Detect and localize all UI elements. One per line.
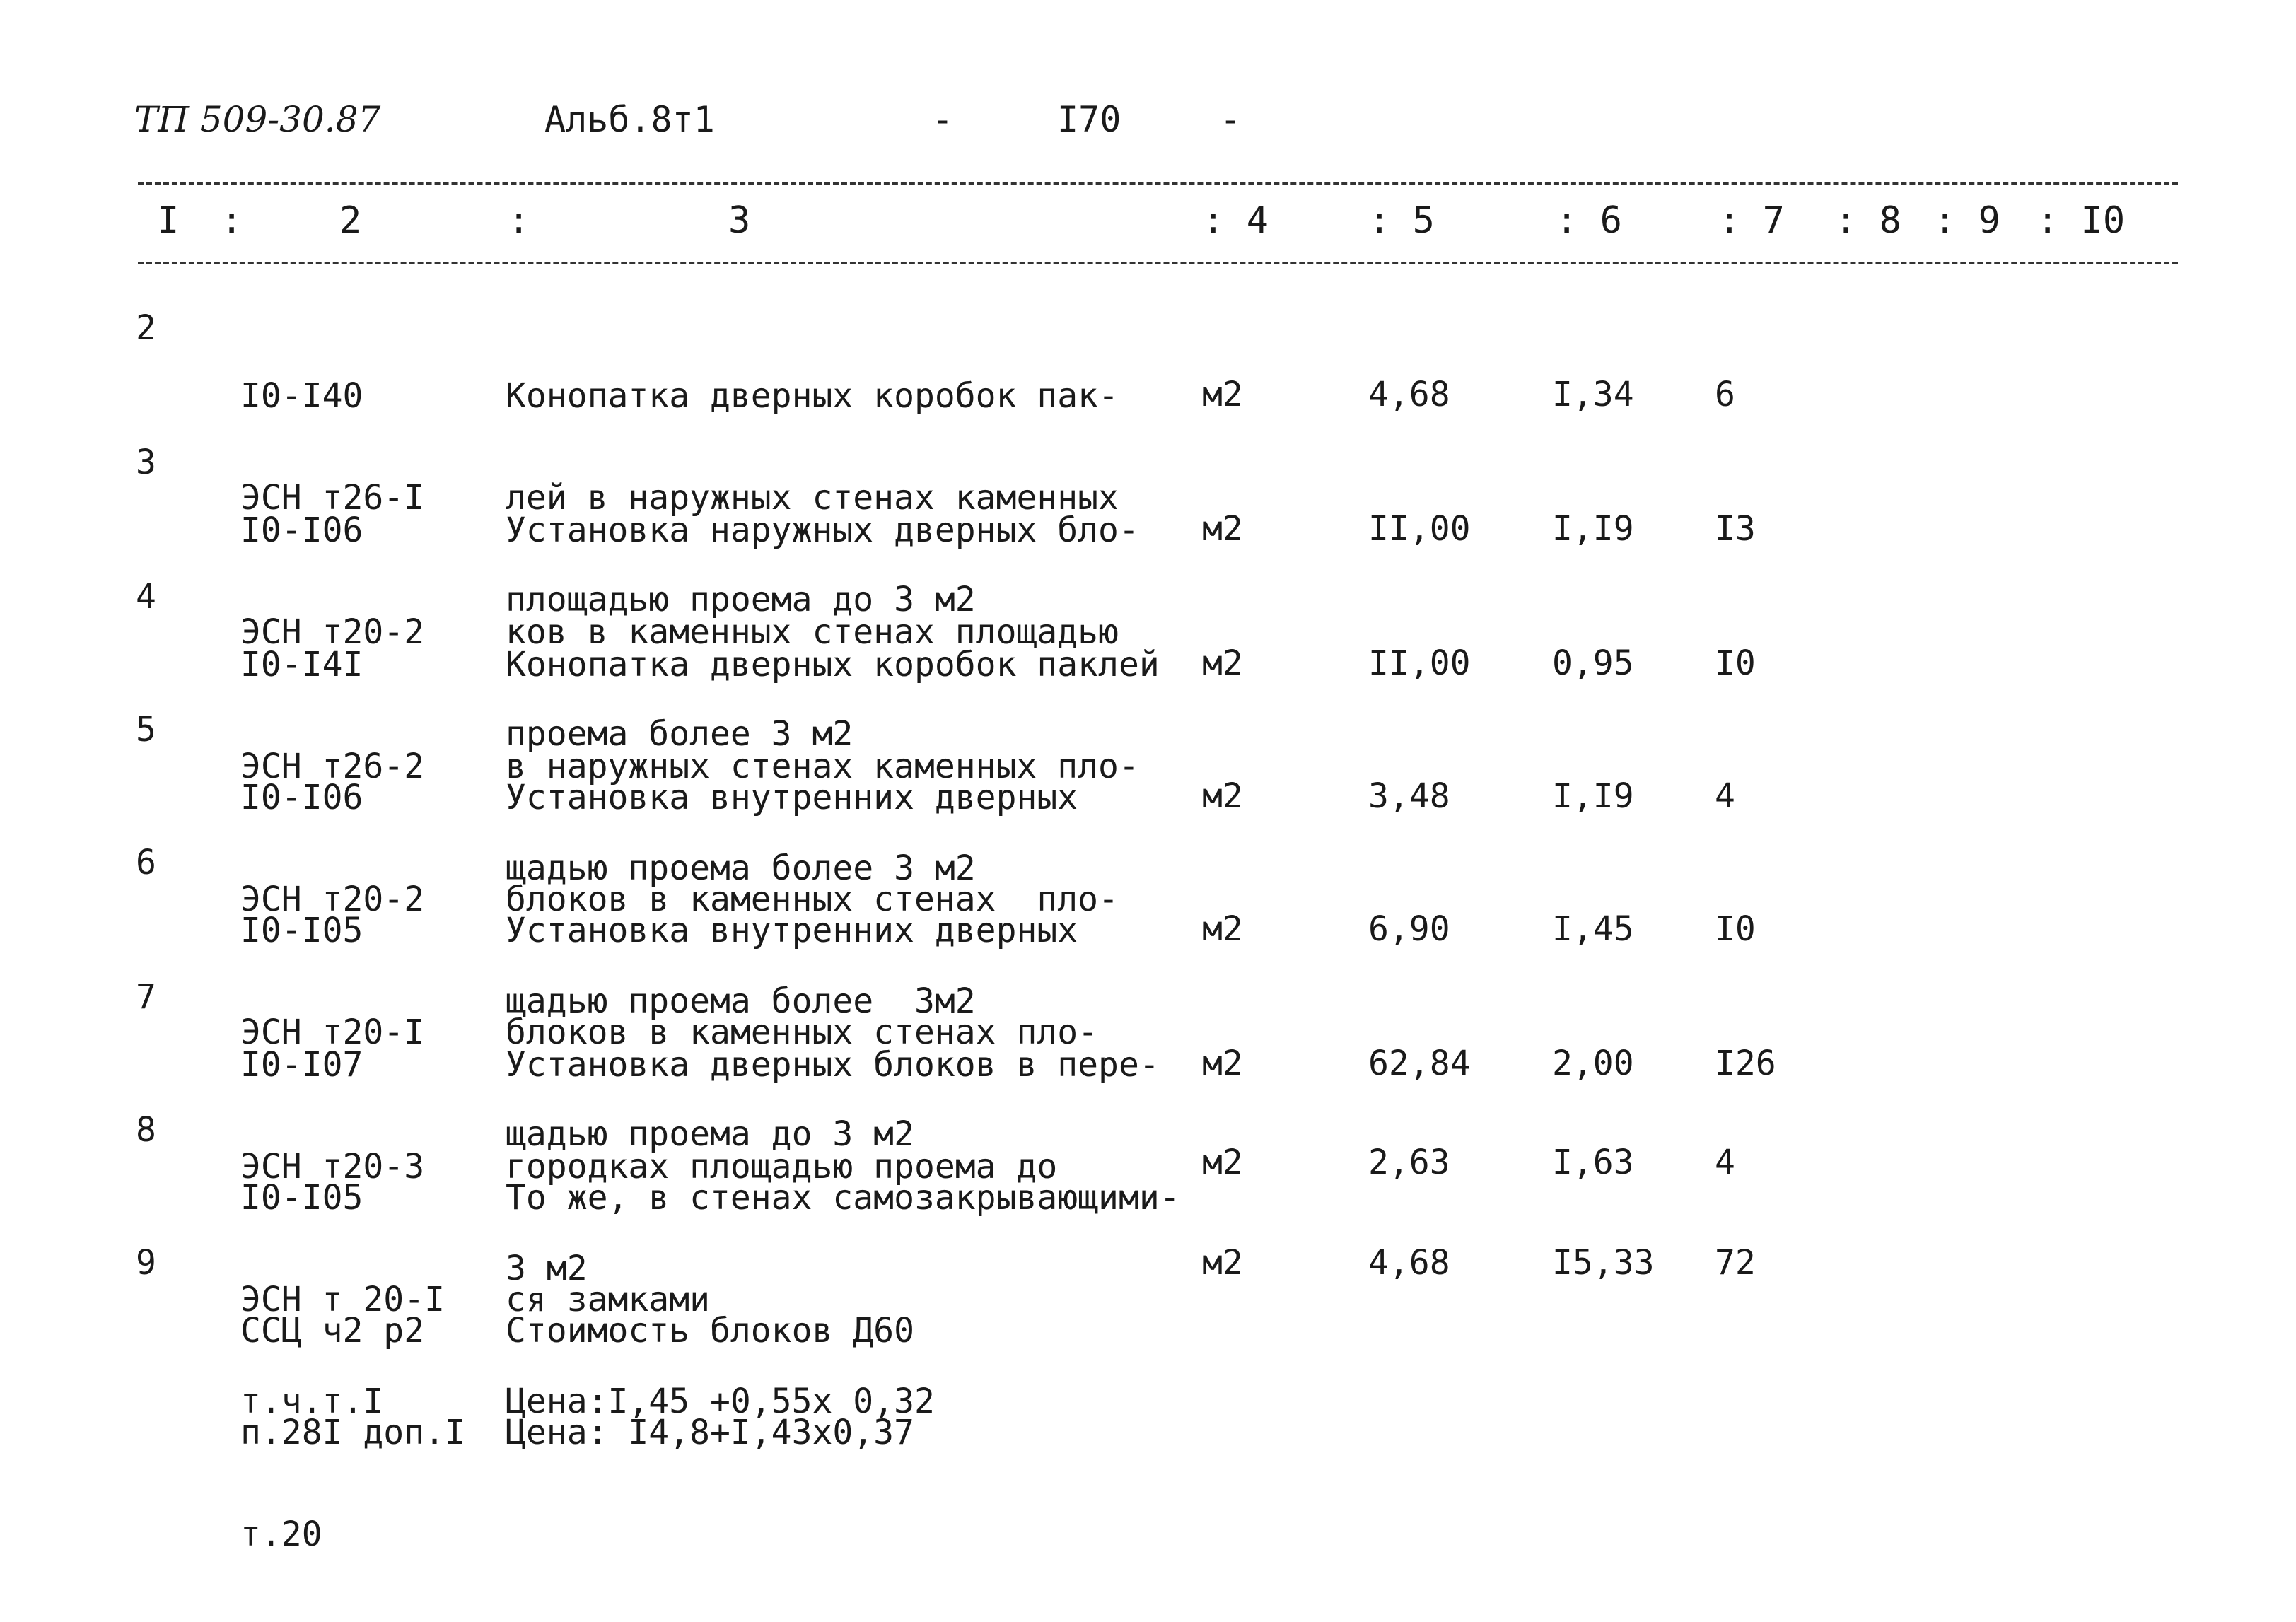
column-separator: : [508,199,530,242]
unit-price: I,I9 [1552,509,1634,549]
norm-code: I0-I05 ЭСН т 20-I т.ч.т.I [240,1178,445,1421]
work-description: Конопатка дверных коробок паклей в наружных стенах каменных пло- щадью проема более 3 м2 [506,645,1160,888]
unit: м2 [1202,1044,1243,1083]
unit: м2 [1202,909,1243,949]
norm-code: I0-I4I ЭСН т26-2 [240,645,425,786]
work-description: Конопатка дверных коробок пак- лей в наружных стенах каменных площадью проема до 3 м2 [506,376,1119,619]
quantity: 62,84 [1368,1044,1471,1083]
row-number: 3 [136,443,156,482]
work-description: То же, в стенах самозакрывающими- ся замками Цена:I,45 +0,55х 0,32 [506,1178,1180,1421]
unit-price: I,34 [1552,375,1634,414]
row-number: 4 [136,577,156,617]
total-cost: I26 [1715,1044,1776,1083]
norm-code: I0-I40 ЭСН т26-I [240,376,425,518]
work-description: Установка внутренних дверных блоков в каменных стенах пло- щадью проема до 3 м2 [506,911,1099,1154]
unit-price: I,63 [1552,1143,1634,1182]
column-header-5: : 5 [1368,199,1435,242]
column-header-6: : 6 [1556,199,1622,242]
column-header-8: : 8 [1835,199,1901,242]
total-cost: 4 [1715,1143,1735,1182]
norm-code: I0-I07 ЭСН т20-3 [240,1045,425,1186]
column-header-10: : I0 [2036,199,2126,242]
work-description: Установка дверных блоков в пере- городках площадью проема до 3 м2 [506,1045,1160,1288]
total-cost: I0 [1715,643,1756,683]
norm-code: I0-I05 ЭСН т20-I [240,911,425,1052]
norm-code: I0-I06 ЭСН т20-2 [240,778,425,919]
document-code [134,99,380,140]
column-header-9: : 9 [1934,199,2000,242]
album-number [544,99,715,140]
column-header-row [0,199,2296,249]
page-number-dash-right: - [1220,99,1242,140]
unit-price: I,I9 [1552,776,1634,816]
unit-price: I5,33 [1552,1243,1655,1283]
column-header-4: : 4 [1202,199,1269,242]
quantity: 6,90 [1368,909,1450,949]
row-number: 6 [136,843,156,882]
unit: м2 [1202,1243,1243,1283]
unit-price: 0,95 [1552,643,1634,683]
row-number: 9 [136,1243,156,1283]
column-header-1: I [157,199,180,242]
row-number: 2 [136,308,156,348]
unit: м2 [1202,509,1243,549]
page-number: I70 [1057,99,1121,140]
quantity: 4,68 [1368,1243,1450,1283]
total-cost: I0 [1715,909,1756,949]
quantity: 2,63 [1368,1143,1450,1182]
page-number-dash-left: - [932,99,954,140]
unit: м2 [1202,643,1243,683]
total-cost: 6 [1715,375,1735,414]
column-header-7: : 7 [1718,199,1785,242]
row-number: 7 [136,977,156,1017]
work-description: Установка внутренних дверных блоков в каменных стенах пло- щадью проема более 3м2 [506,778,1119,1021]
norm-code: ССЦ ч2 р2 п.28I доп.I т.20 [240,1311,465,1554]
quantity: II,00 [1368,643,1471,683]
quantity: 3,48 [1368,776,1450,816]
column-separator: : [221,199,243,242]
work-description: Установка наружных дверных бло- ков в каменных стенах площадью проема более 3 м2 [506,510,1139,754]
column-header-3: 3 [728,199,751,242]
table-top-rule [138,182,2178,185]
quantity: 4,68 [1368,375,1450,414]
quantity: II,00 [1368,509,1471,549]
unit: м2 [1202,375,1243,414]
unit-price: I,45 [1552,909,1634,949]
work-description: Стоимость блоков Д60 Цена: I4,8+I,43х0,37 [506,1311,914,1452]
column-header-2: 2 [339,199,362,242]
total-cost: 4 [1715,776,1735,816]
table-header-rule [138,262,2178,264]
unit-price: 2,00 [1552,1044,1634,1083]
norm-code: I0-I06 ЭСН т20-2 [240,510,425,652]
unit: м2 [1202,1143,1243,1182]
total-cost: 72 [1715,1243,1756,1283]
row-number: 5 [136,710,156,749]
unit: м2 [1202,776,1243,816]
row-number: 8 [136,1110,156,1150]
document-code-text: ТП 509-30.87 [134,99,381,140]
total-cost: I3 [1715,509,1756,549]
album-number-text: Альб.8т1 [544,99,715,140]
